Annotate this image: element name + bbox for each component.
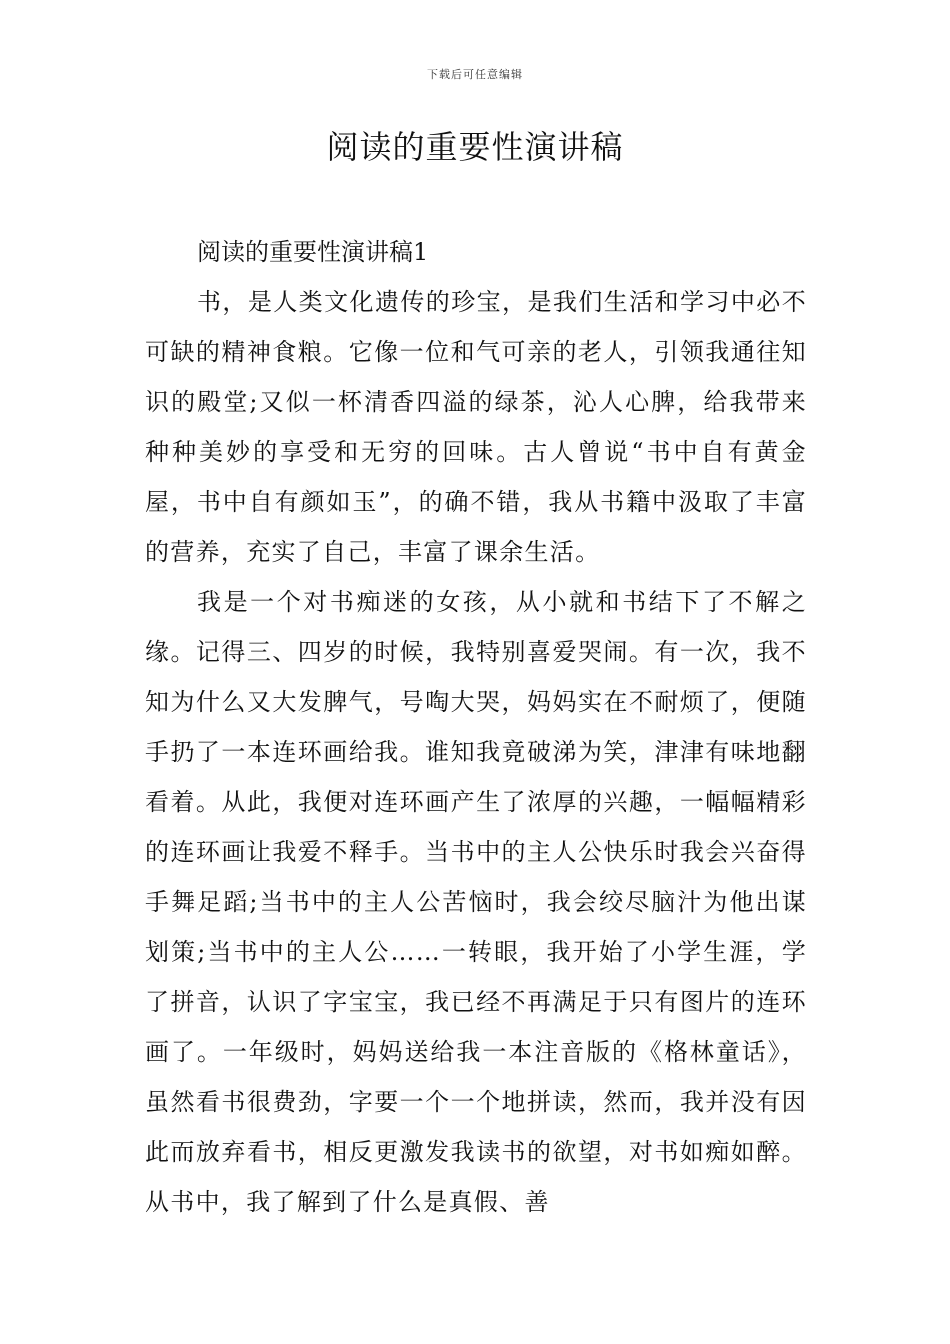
section-heading: 阅读的重要性演讲稿1 (197, 238, 429, 266)
document-body (145, 227, 807, 1227)
header-note: 下载后可任意编辑 (427, 68, 523, 81)
paragraph-1: 书，是人类文化遗传的珍宝，是我们生活和学习中必不可缺的精神食粮。它像一位和气可亲的老人，引领我通往知识的殿堂;又似一杯清香四溢的绿茶，沁人心脾，给我带来种种美妙的享受和无穷的回味。古人曾说“书中自有黄金屋，书中自有颜如玉”，的确不错，我从书籍中汲取了丰富的营养，充实了自己，丰富了课余生活。 (145, 288, 807, 566)
document-title: 阅读的重要性演讲稿 (326, 128, 624, 166)
paragraph-2: 我是一个对书痴迷的女孩，从小就和书结下了不解之缘。记得三、四岁的时候，我特别喜爱哭闹。有一次，我不知为什么又大发脾气，号啕大哭，妈妈实在不耐烦了，便随手扔了一本连环画给我。谁知我竟破涕为笑，津津有味地翻看着。从此，我便对连环画产生了浓厚的兴趣，一幅幅精彩的连环画让我爱不释手。当书中的主人公快乐时我会兴奋得手舞足蹈;当书中的主人公苦恼时，我会绞尽脑汁为他出谋划策;当书中的主人公……一转眼，我开始了小学生涯，学了拼音，认识了字宝宝，我已经不再满足于只有图片的连环画了。一年级时，妈妈送给我一本注音版的《格林童话》，虽然看书很费劲，字要一个一个地拼读，然而，我并没有因此而放弃看书，相反更激发我读书的欲望，对书如痴如醉。从书中，我了解到了什么是真假、善 (145, 588, 807, 1216)
